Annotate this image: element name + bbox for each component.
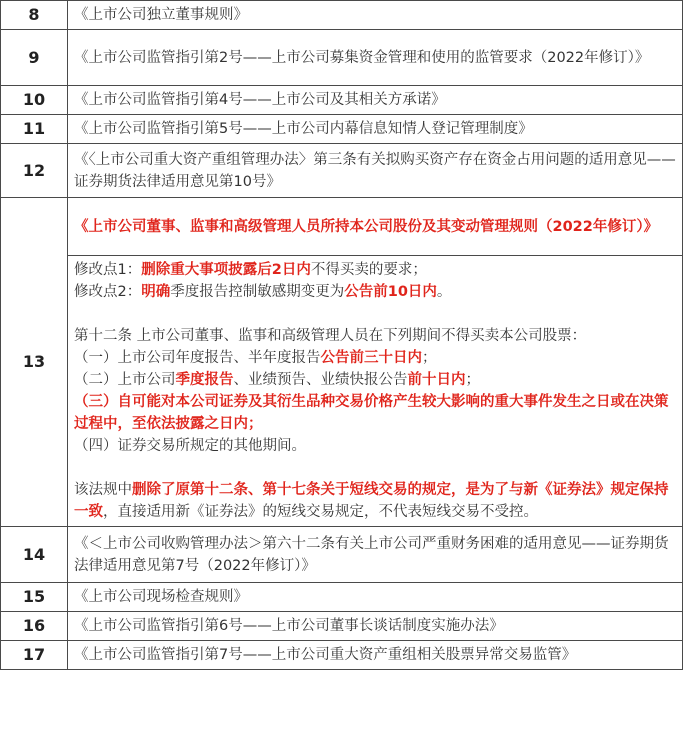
table-row [1,198,683,256]
article-item-2 [74,369,676,391]
regulation-title: 《上市公司监管指引第4号——上市公司及其相关方承诺》 [68,86,683,115]
spacer [74,457,676,479]
regulation-title: 《上市公司监管指引第6号——上市公司董事长谈话制度实施办法》 [68,612,683,641]
table-row [1,612,683,641]
highlight-text: 公告前三十日内 [320,350,422,366]
table-row [1,86,683,115]
spacer [74,303,676,325]
regulation-title: 《上市公司监管指引第7号——上市公司重大资产重组相关股票异常交易监管》 [68,641,683,670]
plain-text: ； [422,350,437,366]
row-number: 14 [1,527,68,583]
change-point-label: 修改点1： [74,262,142,278]
regulation-detail [68,256,683,527]
row-number: 13 [1,198,68,527]
change-point-2 [74,281,676,303]
table-row [1,144,683,198]
plain-text: 该法规中 [74,482,132,498]
table-row [1,30,683,86]
plain-text: 不得买卖的要求； [310,262,427,278]
article-item-1 [74,347,676,369]
row-number: 12 [1,144,68,198]
row-number: 10 [1,86,68,115]
table-row [1,641,683,670]
plain-text: ； [465,372,480,388]
change-point-1 [74,259,676,281]
highlight-text: 删除重大事项披露后2日内 [141,262,311,278]
row-number: 17 [1,641,68,670]
regulation-title: 《上市公司董事、监事和高级管理人员所持本公司股份及其变动管理规则（2022年修订）》 [68,198,683,256]
article-item-4: （四）证券交易所规定的其他期间。 [74,438,306,454]
table-row [1,1,683,30]
regulation-title: 《上市公司现场检查规则》 [68,583,683,612]
row-number: 15 [1,583,68,612]
plain-text: ，直接适用新《证券法》的短线交易规定，不代表短线交易不受控。 [103,504,538,520]
highlight-text: 删除了原第十二条、第十七条关于短线交易的规定，是为了与新《证券法》规定保持一致 [74,482,669,520]
row-number: 16 [1,612,68,641]
plain-text: （二）上市公司 [74,372,176,388]
table-row [1,527,683,583]
plain-text: 、业绩预告、业绩快报公告 [233,372,408,388]
plain-text: 季度报告控制敏感期变更为 [170,284,345,300]
highlight-text: 明确 [141,284,171,300]
table-row [1,115,683,144]
change-point-label: 修改点2： [74,284,142,300]
regulation-title: 《上市公司独立董事规则》 [68,1,683,30]
row-number: 11 [1,115,68,144]
article-item-3: （三）自可能对本公司证券及其衍生品种交易价格产生较大影响的重大事件发生之日或在决策过程中，至依法披露之日内； [74,394,669,432]
plain-text: 。 [436,284,452,300]
highlight-text: 前十日内 [407,372,466,388]
row-number: 9 [1,30,68,86]
plain-text: （一）上市公司年度报告、半年度报告 [74,350,321,366]
article-intro: 第十二条 上市公司董事、监事和高级管理人员在下列期间不得买卖本公司股票： [74,328,587,344]
row-number: 8 [1,1,68,30]
table-row [1,583,683,612]
regulation-title: 《上市公司监管指引第2号——上市公司募集资金管理和使用的监管要求（2022年修订）》 [68,30,683,86]
regulation-title: 《〈上市公司重大资产重组管理办法〉第三条有关拟购买资产存在资金占用问题的适用意见——证券期货法律适用意见第10号》 [68,144,683,198]
highlight-text: 公告前10日内 [344,284,437,300]
regulation-note [74,479,676,523]
regulation-title: 《上市公司监管指引第5号——上市公司内幕信息知情人登记管理制度》 [68,115,683,144]
table-row [1,256,683,527]
highlight-text: 季度报告 [175,372,234,388]
regulation-title: 《＜上市公司收购管理办法＞第六十二条有关上市公司严重财务困难的适用意见——证券期货法律适用意见第7号（2022年修订）》 [68,527,683,583]
